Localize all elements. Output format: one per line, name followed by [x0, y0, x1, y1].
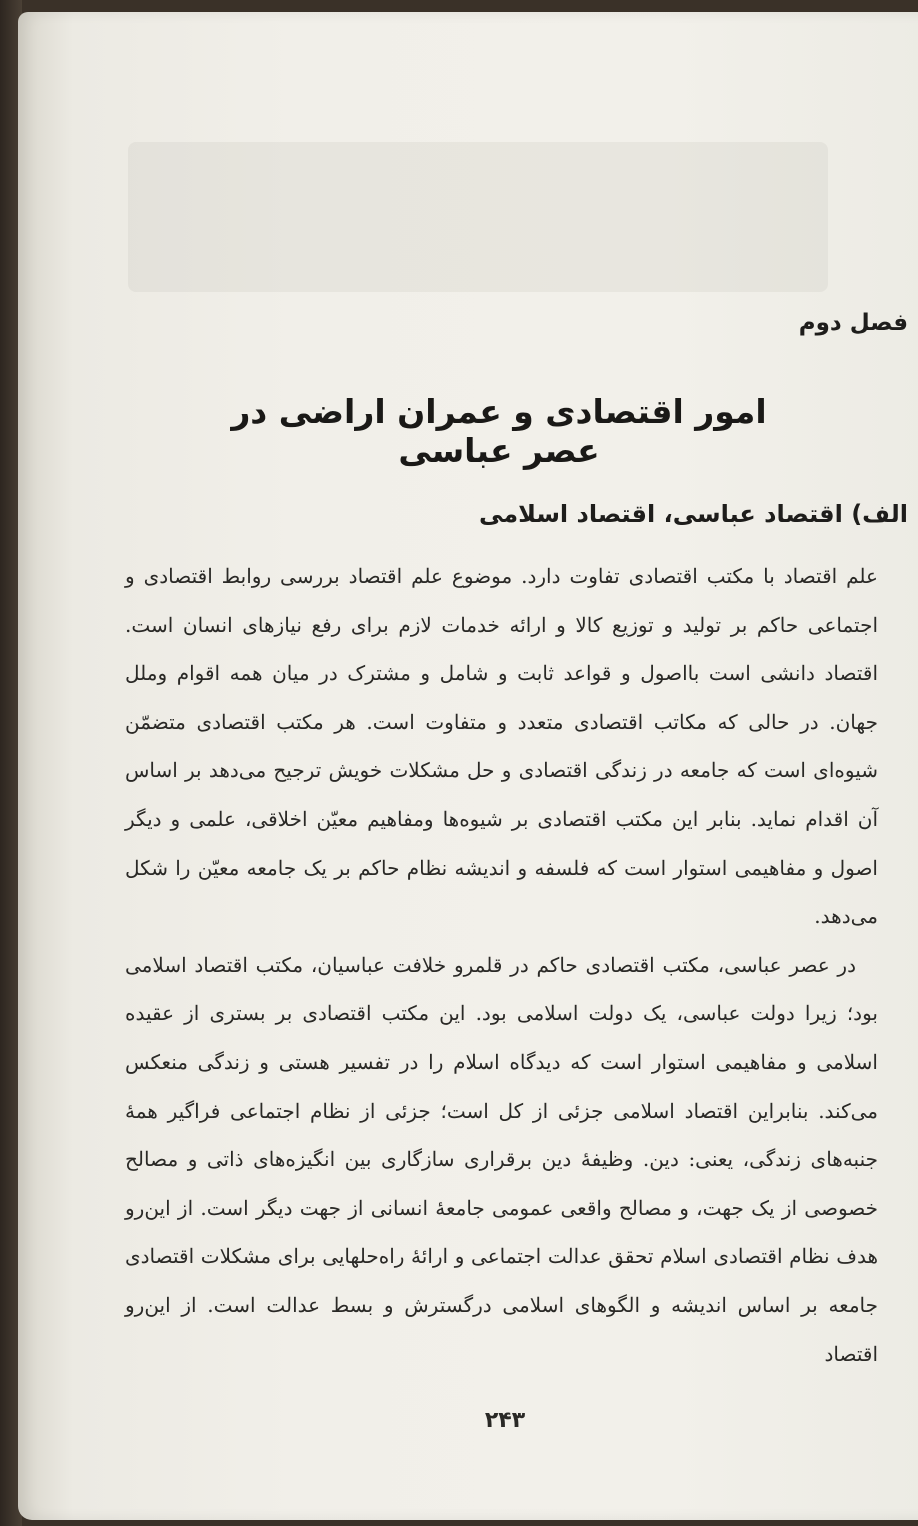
show-through-text: [128, 142, 828, 292]
paragraph: در عصر عباسی، مکتب اقتصادی حاکم در قلمرو خلافت عباسیان، مکتب اقتصاد اسلامی بود؛ زیرا دولت عباسی، یک دولت اسلامی بود. این مکتب اقتصادی بر بستری از عقیده اسلامی و مفاهیمی استوار است که دیدگاه اسلام را در تفسیر هستی و زندگی منعکس می‌کند. بنابراین اقتصاد اسلامی جزئی از کل است؛ جزئی از نظام اجتماعی فراگیر همهٔ جنبه‌های زندگی، یعنی: دین. وظیفهٔ دین برقراری سازگاری بین انگیزه‌های ذاتی و مصالح خصوصی از یک جهت، و مصالح واقعی عمومی جامعهٔ انسانی از جهت دیگر است. از این‌رو هدف نظام اقتصادی اسلام تحقق عدالت اجتماعی و ارائهٔ راه‌حلهایی برای مشکلات اقتصادی جامعه بر اساس اندیشه و الگوهای اسلامی درگسترش و بسط عدالت است. از این‌رو اقتصاد: [125, 952, 878, 1366]
paragraph: علم اقتصاد با مکتب اقتصادی تفاوت دارد. موضوع علم اقتصاد بررسی روابط اقتصادی و اجتماعی حاکم بر تولید و توزیع کالا و ارائه خدمات لازم برای رفع نیازهای انسان است. اقتصاد دانشی است بااصول و قواعد ثابت و شامل و مشترک در میان همه اقوام وملل جهان. در حالی که مکاتب اقتصادی متعدد و متفاوت است. هر مکتب اقتصادی متضمّن شیوه‌ای است که جامعه در زندگی اقتصادی و حل مشکلات خویش ترجیح می‌دهد بر اساس آن اقدام نماید. بنابر این مکتب اقتصادی بر شیوه‌ها ومفاهیم معیّن اخلاقی، علمی و دیگر اصول و مفاهیمی استوار است که فلسفه و اندیشه نظام حاکم بر یک جامعه معیّن را شکل می‌دهد.: [125, 564, 878, 929]
body-text: [125, 552, 878, 1378]
section-heading: الف) اقتصاد عباسی، اقتصاد اسلامی: [478, 500, 908, 528]
chapter-label: فصل دوم: [798, 310, 908, 336]
page-number: ۲۴۳: [484, 1408, 526, 1433]
chapter-title: امور اقتصادی و عمران اراضی در عصر عباسی: [231, 392, 767, 470]
